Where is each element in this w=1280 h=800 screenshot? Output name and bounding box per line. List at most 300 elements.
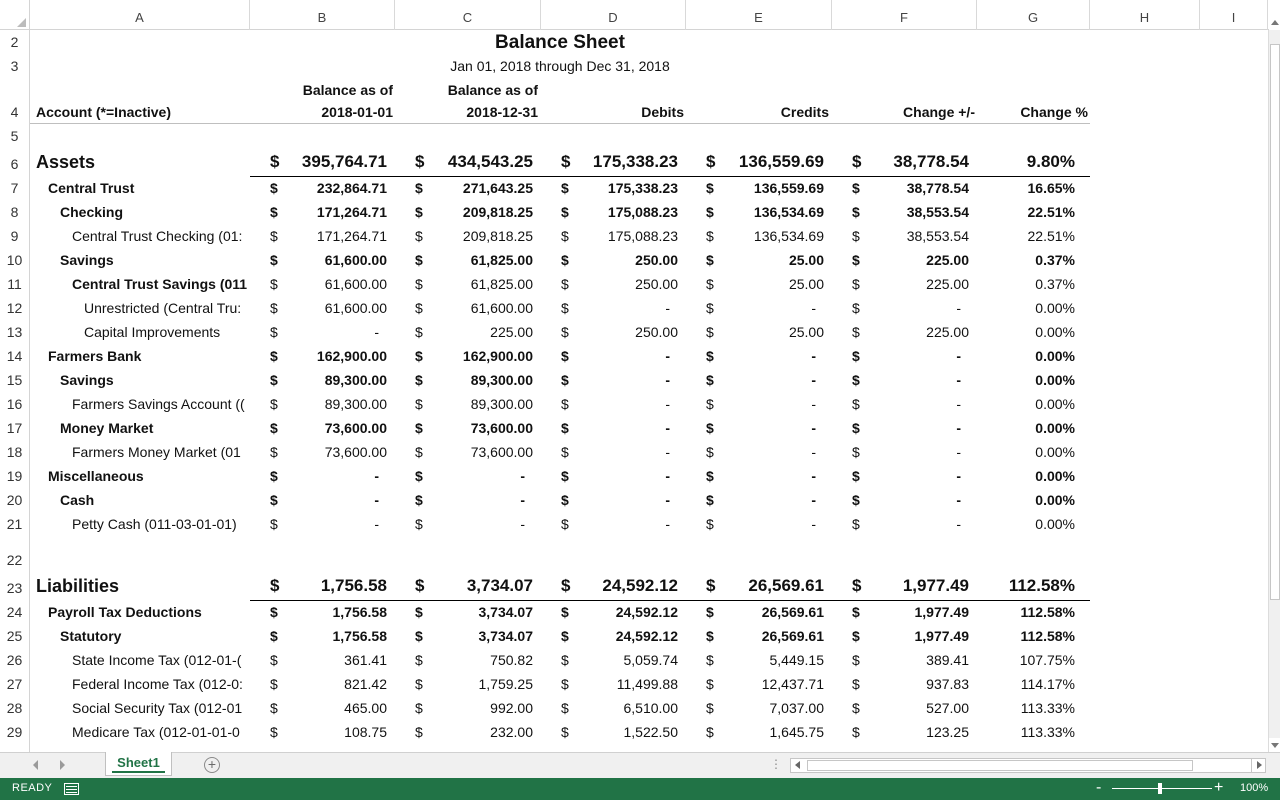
- line-17-change-pct: 0.00%: [1035, 420, 1075, 436]
- line-26-value-b: 361.41: [344, 652, 387, 668]
- line-12-account: Unrestricted (Central Tru:: [84, 300, 242, 316]
- line-16-value-f: -: [956, 396, 961, 412]
- row-header-18[interactable]: 18: [6, 444, 23, 460]
- line-10-value-b: 61,600.00: [324, 252, 387, 268]
- row-header-27[interactable]: 27: [6, 676, 23, 692]
- line-29-value-f: 123.25: [926, 724, 969, 740]
- line-25-value-c: 3,734.07: [478, 628, 533, 644]
- line-19-value-d: -: [665, 468, 670, 484]
- line-28-currency-f: $: [852, 700, 860, 716]
- column-header-a[interactable]: A: [30, 0, 250, 30]
- line-13-change-pct: 0.00%: [1035, 324, 1075, 340]
- line-11-value-c: 61,825.00: [470, 276, 533, 292]
- sheet-tab-bar: [0, 752, 1280, 778]
- line-24-change-pct: 112.58%: [1020, 604, 1075, 620]
- scroll-right-arrow-icon[interactable]: [1251, 759, 1265, 772]
- vertical-scroll-thumb[interactable]: [1270, 44, 1280, 600]
- line-29-currency-d: $: [561, 724, 569, 740]
- line-26-value-e: 5,449.15: [769, 652, 824, 668]
- line-21-currency-e: $: [706, 516, 714, 532]
- line-9-currency-e: $: [706, 228, 714, 244]
- line-13-account: Capital Improvements: [84, 324, 221, 340]
- line-13-value-c: 225.00: [490, 324, 533, 340]
- line-9-value-e: 136,534.69: [753, 228, 824, 244]
- line-25-account: Statutory: [60, 628, 122, 644]
- line-11-account: Central Trust Savings (011: [72, 276, 248, 292]
- line-7-value-c: 271,643.25: [462, 180, 533, 196]
- row-header-13[interactable]: 13: [6, 324, 23, 340]
- line-24-currency-e: $: [706, 604, 714, 620]
- line-27-currency-c: $: [415, 676, 423, 692]
- line-23-value-e: 26,569.61: [748, 576, 824, 595]
- column-header-d[interactable]: D: [541, 0, 686, 30]
- line-16-currency-c: $: [415, 396, 423, 412]
- line-12-value-d: -: [665, 300, 670, 316]
- line-27-currency-e: $: [706, 676, 714, 692]
- zoom-slider-thumb[interactable]: [1158, 783, 1162, 794]
- line-15-value-d: -: [665, 372, 670, 388]
- line-10-currency-b: $: [270, 252, 278, 268]
- line-26-account: State Income Tax (012-01-(: [72, 652, 242, 668]
- line-9-currency-c: $: [415, 228, 423, 244]
- line-24-value-c: 3,734.07: [478, 604, 533, 620]
- row-header-10[interactable]: 10: [6, 252, 23, 268]
- scroll-left-arrow-icon[interactable]: [791, 759, 805, 772]
- line-20-currency-d: $: [561, 492, 569, 508]
- line-25-value-e: 26,569.61: [761, 628, 824, 644]
- line-11-currency-b: $: [270, 276, 278, 292]
- line-18-account: Farmers Money Market (01: [72, 444, 241, 460]
- line-18-value-c: 73,600.00: [470, 444, 533, 460]
- line-8-currency-e: $: [706, 204, 714, 220]
- line-6-account: Assets: [36, 152, 96, 172]
- column-header-g[interactable]: G: [977, 0, 1090, 30]
- zoom-level[interactable]: 100%: [1240, 782, 1269, 794]
- column-header-f[interactable]: F: [832, 0, 977, 30]
- line-14-value-f: -: [956, 348, 961, 364]
- line-21-value-f: -: [956, 516, 961, 532]
- add-sheet-icon[interactable]: +: [204, 757, 220, 773]
- line-8-value-c: 209,818.25: [462, 204, 533, 220]
- line-19-currency-c: $: [415, 468, 423, 484]
- line-8-value-d: 175,088.23: [607, 204, 678, 220]
- line-8-currency-c: $: [415, 204, 423, 220]
- line-12-value-b: 61,600.00: [324, 300, 387, 316]
- line-16-value-e: -: [811, 396, 816, 412]
- zoom-out-button[interactable]: -: [1096, 779, 1102, 796]
- line-19-value-e: -: [811, 468, 816, 484]
- line-23-currency-b: $: [270, 576, 280, 595]
- line-7-value-b: 232,864.71: [316, 180, 387, 196]
- line-12-currency-e: $: [706, 300, 714, 316]
- row-header-17[interactable]: 17: [6, 420, 23, 436]
- line-17-account: Money Market: [60, 420, 154, 436]
- line-9-account: Central Trust Checking (01:: [72, 228, 243, 244]
- status-mode: READY: [12, 782, 53, 794]
- line-8-value-e: 136,534.69: [753, 204, 824, 220]
- line-8-currency-d: $: [561, 204, 569, 220]
- line-14-value-b: 162,900.00: [316, 348, 387, 364]
- line-19-value-c: -: [520, 468, 525, 484]
- line-27-value-e: 12,437.71: [761, 676, 824, 692]
- row-header-20[interactable]: 20: [6, 492, 23, 508]
- row-header-23[interactable]: 23: [6, 580, 23, 596]
- line-26-value-d: 5,059.74: [623, 652, 678, 668]
- line-8-value-f: 38,553.54: [906, 204, 969, 220]
- line-27-currency-f: $: [852, 676, 860, 692]
- line-21-currency-b: $: [270, 516, 278, 532]
- sheet-tab-sheet1[interactable]: Sheet1: [105, 752, 172, 776]
- line-15-currency-b: $: [270, 372, 278, 388]
- line-19-account: Miscellaneous: [48, 468, 144, 484]
- line-23-value-c: 3,734.07: [466, 576, 533, 595]
- line-18-currency-c: $: [415, 444, 423, 460]
- line-13-currency-b: $: [270, 324, 278, 340]
- line-24-currency-d: $: [561, 604, 569, 620]
- line-18-currency-b: $: [270, 444, 278, 460]
- line-16-currency-f: $: [852, 396, 860, 412]
- report-subtitle: Jan 01, 2018 through Dec 31, 2018: [450, 58, 670, 74]
- line-6-currency-c: $: [415, 152, 425, 171]
- line-18-currency-f: $: [852, 444, 860, 460]
- split-handle-icon[interactable]: ⋮: [770, 757, 782, 771]
- line-26-value-f: 389.41: [926, 652, 969, 668]
- line-17-currency-f: $: [852, 420, 860, 436]
- line-14-change-pct: 0.00%: [1035, 348, 1075, 364]
- line-7-currency-f: $: [852, 180, 860, 196]
- column-header-e[interactable]: E: [686, 0, 832, 30]
- line-20-currency-b: $: [270, 492, 278, 508]
- line-13-currency-c: $: [415, 324, 423, 340]
- line-25-currency-f: $: [852, 628, 860, 644]
- line-23-change-pct: 112.58%: [1008, 576, 1075, 595]
- line-11-currency-e: $: [706, 276, 714, 292]
- line-13-value-e: 25.00: [788, 324, 824, 340]
- line-17-currency-c: $: [415, 420, 423, 436]
- row-header-9[interactable]: 9: [10, 228, 19, 244]
- line-15-currency-f: $: [852, 372, 860, 388]
- line-12-currency-c: $: [415, 300, 423, 316]
- line-23-value-f: 1,977.49: [902, 576, 969, 595]
- line-9-currency-f: $: [852, 228, 860, 244]
- line-28-currency-b: $: [270, 700, 278, 716]
- line-6-currency-d: $: [561, 152, 571, 171]
- line-13-value-b: -: [374, 324, 379, 340]
- status-bar: [0, 778, 1280, 800]
- line-9-currency-d: $: [561, 228, 569, 244]
- row-header-21[interactable]: 21: [6, 516, 23, 532]
- line-17-currency-d: $: [561, 420, 569, 436]
- line-16-currency-b: $: [270, 396, 278, 412]
- line-11-change-pct: 0.37%: [1035, 276, 1075, 292]
- line-8-value-b: 171,264.71: [316, 204, 387, 220]
- line-26-currency-c: $: [415, 652, 423, 668]
- row-header-11[interactable]: 11: [7, 276, 22, 292]
- line-19-change-pct: 0.00%: [1035, 468, 1075, 484]
- line-17-currency-b: $: [270, 420, 278, 436]
- line-24-value-b: 1,756.58: [332, 604, 387, 620]
- line-23-value-b: 1,756.58: [320, 576, 387, 595]
- line-25-currency-c: $: [415, 628, 423, 644]
- line-9-currency-b: $: [270, 228, 278, 244]
- report-title: Balance Sheet: [495, 32, 625, 53]
- line-28-value-c: 992.00: [490, 700, 533, 716]
- line-19-currency-b: $: [270, 468, 278, 484]
- line-11-value-b: 61,600.00: [324, 276, 387, 292]
- line-17-value-d: -: [665, 420, 670, 436]
- line-18-value-b: 73,600.00: [324, 444, 387, 460]
- line-12-value-f: -: [956, 300, 961, 316]
- spreadsheet-grid[interactable]: [30, 30, 1268, 752]
- scroll-down-arrow-icon[interactable]: [1269, 738, 1280, 752]
- line-14-value-d: -: [665, 348, 670, 364]
- row-header-19[interactable]: 19: [6, 468, 23, 484]
- column-header-bar: [0, 0, 1280, 30]
- line-6-currency-b: $: [270, 152, 280, 171]
- line-28-value-f: 527.00: [926, 700, 969, 716]
- zoom-slider-track[interactable]: [1112, 788, 1212, 789]
- line-28-change-pct: 113.33%: [1020, 700, 1075, 716]
- row-header-8[interactable]: 8: [10, 204, 19, 220]
- line-21-currency-c: $: [415, 516, 423, 532]
- line-27-currency-d: $: [561, 676, 569, 692]
- row-header-25[interactable]: 25: [6, 628, 23, 644]
- header-balance-start-line1: Balance as of: [302, 82, 393, 98]
- line-20-value-f: -: [956, 492, 961, 508]
- row-header-15[interactable]: 15: [6, 372, 23, 388]
- row-header-7[interactable]: 7: [10, 180, 19, 196]
- line-13-currency-f: $: [852, 324, 860, 340]
- line-14-currency-d: $: [561, 348, 569, 364]
- line-15-currency-d: $: [561, 372, 569, 388]
- line-13-currency-e: $: [706, 324, 714, 340]
- line-17-value-e: -: [811, 420, 816, 436]
- line-11-value-d: 250.00: [635, 276, 678, 292]
- header-credits: Credits: [780, 104, 829, 120]
- line-25-change-pct: 112.58%: [1020, 628, 1075, 644]
- line-13-value-d: 250.00: [635, 324, 678, 340]
- line-23-currency-c: $: [415, 576, 425, 595]
- line-10-value-d: 250.00: [635, 252, 678, 268]
- line-15-value-b: 89,300.00: [324, 372, 387, 388]
- line-8-currency-b: $: [270, 204, 278, 220]
- line-9-value-c: 209,818.25: [462, 228, 533, 244]
- line-15-value-e: -: [811, 372, 816, 388]
- vertical-scrollbar[interactable]: [1268, 30, 1280, 752]
- row-header-26[interactable]: 26: [6, 652, 23, 668]
- line-25-currency-e: $: [706, 628, 714, 644]
- row-header-2[interactable]: 2: [10, 34, 19, 50]
- row-header-6[interactable]: 6: [10, 156, 19, 172]
- line-15-currency-e: $: [706, 372, 714, 388]
- line-27-change-pct: 114.17%: [1020, 676, 1075, 692]
- line-27-value-b: 821.42: [344, 676, 387, 692]
- line-21-value-d: -: [665, 516, 670, 532]
- line-20-value-d: -: [665, 492, 670, 508]
- line-7-value-f: 38,778.54: [906, 180, 969, 196]
- line-15-value-f: -: [956, 372, 961, 388]
- line-25-value-d: 24,592.12: [615, 628, 678, 644]
- row-header-24[interactable]: 24: [6, 604, 23, 620]
- line-10-change-pct: 0.37%: [1035, 252, 1075, 268]
- column-header-b[interactable]: B: [250, 0, 395, 30]
- line-26-currency-f: $: [852, 652, 860, 668]
- line-24-account: Payroll Tax Deductions: [48, 604, 202, 620]
- line-14-account: Farmers Bank: [48, 348, 142, 364]
- line-26-currency-b: $: [270, 652, 278, 668]
- line-13-currency-d: $: [561, 324, 569, 340]
- line-18-change-pct: 0.00%: [1035, 444, 1075, 460]
- row-header-14[interactable]: 14: [6, 348, 23, 364]
- line-10-currency-e: $: [706, 252, 714, 268]
- line-12-change-pct: 0.00%: [1035, 300, 1075, 316]
- line-16-value-c: 89,300.00: [470, 396, 533, 412]
- line-20-value-b: -: [374, 492, 379, 508]
- line-24-value-f: 1,977.49: [914, 604, 969, 620]
- line-7-account: Central Trust: [48, 180, 135, 196]
- line-7-currency-c: $: [415, 180, 423, 196]
- line-12-currency-d: $: [561, 300, 569, 316]
- line-11-value-e: 25.00: [788, 276, 824, 292]
- line-7-change-pct: 16.65%: [1027, 180, 1075, 196]
- line-20-currency-f: $: [852, 492, 860, 508]
- row-header-22[interactable]: 22: [6, 552, 23, 568]
- line-11-currency-f: $: [852, 276, 860, 292]
- line-20-account: Cash: [60, 492, 95, 508]
- column-header-i[interactable]: I: [1200, 0, 1268, 30]
- line-20-currency-e: $: [706, 492, 714, 508]
- line-7-currency-e: $: [706, 180, 714, 196]
- horizontal-scrollbar[interactable]: [790, 758, 1266, 773]
- line-8-account: Checking: [60, 204, 124, 220]
- line-26-currency-d: $: [561, 652, 569, 668]
- line-29-value-b: 108.75: [344, 724, 387, 740]
- line-20-value-e: -: [811, 492, 816, 508]
- line-16-currency-e: $: [706, 396, 714, 412]
- line-14-value-c: 162,900.00: [462, 348, 533, 364]
- line-9-value-b: 171,264.71: [316, 228, 387, 244]
- select-all-corner[interactable]: [0, 0, 30, 30]
- row-header-28[interactable]: 28: [6, 700, 23, 716]
- line-29-change-pct: 113.33%: [1020, 724, 1075, 740]
- line-25-currency-d: $: [561, 628, 569, 644]
- line-12-value-c: 61,600.00: [470, 300, 533, 316]
- header-underline: [30, 123, 1090, 124]
- line-18-value-d: -: [665, 444, 670, 460]
- line-23-currency-e: $: [706, 576, 716, 595]
- line-29-currency-e: $: [706, 724, 714, 740]
- line-10-account: Savings: [60, 252, 114, 268]
- line-25-currency-b: $: [270, 628, 278, 644]
- line-24-currency-f: $: [852, 604, 860, 620]
- macro-record-icon[interactable]: [64, 783, 79, 795]
- line-10-currency-f: $: [852, 252, 860, 268]
- line-28-value-d: 6,510.00: [623, 700, 678, 716]
- header-change: Change +/-: [903, 104, 975, 120]
- line-24-currency-c: $: [415, 604, 423, 620]
- line-18-currency-e: $: [706, 444, 714, 460]
- line-24-currency-b: $: [270, 604, 278, 620]
- line-10-value-f: 225.00: [926, 252, 969, 268]
- line-29-currency-f: $: [852, 724, 860, 740]
- line-9-change-pct: 22.51%: [1027, 228, 1075, 244]
- row-header-5[interactable]: 5: [10, 128, 19, 144]
- line-10-currency-c: $: [415, 252, 423, 268]
- line-9-value-d: 175,088.23: [607, 228, 678, 244]
- line-27-value-d: 11,499.88: [616, 676, 678, 692]
- line-23-currency-f: $: [852, 576, 862, 595]
- header-balance-end-line1: Balance as of: [447, 82, 538, 98]
- line-21-account: Petty Cash (011-03-01-01): [72, 516, 237, 532]
- scroll-up-arrow-icon[interactable]: [1269, 16, 1280, 30]
- line-23-account: Liabilities: [36, 576, 120, 596]
- line-11-currency-d: $: [561, 276, 569, 292]
- line-19-currency-e: $: [706, 468, 714, 484]
- line-19-value-b: -: [374, 468, 379, 484]
- line-7-value-e: 136,559.69: [753, 180, 824, 196]
- header-account: Account (*=Inactive): [36, 104, 171, 120]
- line-19-currency-f: $: [852, 468, 860, 484]
- line-8-change-pct: 22.51%: [1027, 204, 1075, 220]
- line-20-change-pct: 0.00%: [1035, 492, 1075, 508]
- line-6-value-f: 38,778.54: [893, 152, 969, 171]
- line-28-currency-d: $: [561, 700, 569, 716]
- column-header-c[interactable]: C: [395, 0, 541, 30]
- line-23-value-d: 24,592.12: [602, 576, 678, 595]
- line-17-value-c: 73,600.00: [470, 420, 533, 436]
- line-29-currency-c: $: [415, 724, 423, 740]
- line-14-currency-c: $: [415, 348, 423, 364]
- line-27-value-f: 937.83: [926, 676, 969, 692]
- row-header-16[interactable]: 16: [6, 396, 23, 412]
- line-13-value-f: 225.00: [926, 324, 969, 340]
- line-8-currency-f: $: [852, 204, 860, 220]
- row-header-3[interactable]: 3: [10, 58, 19, 74]
- row-header-12[interactable]: 12: [6, 300, 23, 316]
- line-27-value-c: 1,759.25: [478, 676, 533, 692]
- line-11-value-f: 225.00: [926, 276, 969, 292]
- line-19-currency-d: $: [561, 468, 569, 484]
- line-17-currency-e: $: [706, 420, 714, 436]
- horizontal-scroll-thumb[interactable]: [807, 760, 1193, 771]
- line-26-currency-e: $: [706, 652, 714, 668]
- line-20-currency-c: $: [415, 492, 423, 508]
- line-24-value-e: 26,569.61: [761, 604, 824, 620]
- header-balance-end-line2: 2018-12-31: [466, 104, 538, 120]
- line-21-currency-f: $: [852, 516, 860, 532]
- row-header-4[interactable]: 4: [10, 104, 19, 120]
- line-16-value-b: 89,300.00: [324, 396, 387, 412]
- line-23-currency-d: $: [561, 576, 571, 595]
- line-10-value-e: 25.00: [788, 252, 824, 268]
- zoom-in-button[interactable]: +: [1214, 779, 1224, 796]
- line-14-currency-e: $: [706, 348, 714, 364]
- line-18-currency-d: $: [561, 444, 569, 460]
- line-21-value-e: -: [811, 516, 816, 532]
- line-28-currency-c: $: [415, 700, 423, 716]
- line-14-value-e: -: [811, 348, 816, 364]
- line-17-value-f: -: [956, 420, 961, 436]
- line-15-value-c: 89,300.00: [470, 372, 533, 388]
- line-6-value-c: 434,543.25: [447, 152, 533, 171]
- line-29-currency-b: $: [270, 724, 278, 740]
- next-sheet-icon[interactable]: [60, 760, 65, 770]
- column-header-h[interactable]: H: [1090, 0, 1200, 30]
- line-26-change-pct: 107.75%: [1019, 652, 1075, 668]
- line-9-value-f: 38,553.54: [906, 228, 969, 244]
- row-header-29[interactable]: 29: [6, 724, 23, 740]
- previous-sheet-icon[interactable]: [33, 760, 38, 770]
